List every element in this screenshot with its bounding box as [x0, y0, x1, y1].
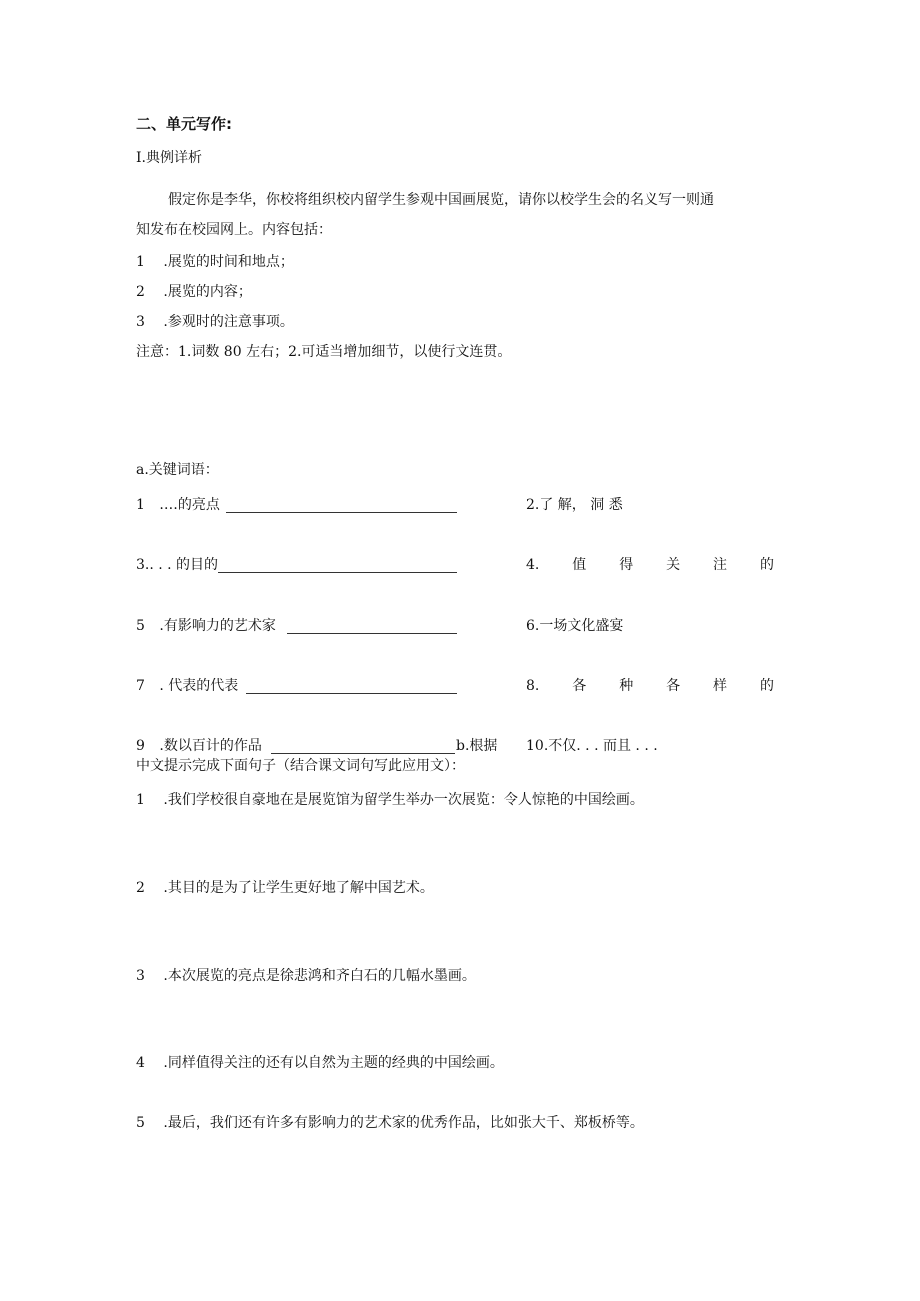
keyword-text: .数以百计的作品 [159, 738, 262, 754]
sentence-number: 4 [136, 1055, 145, 1071]
prompt-line-1: 假定你是李华，你校将组织校内留学生参观中国画展览，请你以校学生会的名义写一则通 [168, 192, 714, 208]
keyword-char: 8. [526, 678, 540, 694]
requirement-text: .参观时的注意事项。 [163, 314, 294, 330]
keyword-item-8 [526, 678, 774, 695]
sentence-item [136, 968, 476, 985]
sentence-text: .最后，我们还有许多有影响力的艺术家的优秀作品，比如张大千、郑板桥等。 [163, 1115, 644, 1131]
keyword-item-1 [136, 497, 220, 514]
keyword-number: 9 [136, 738, 145, 754]
keyword-char: 的 [759, 678, 774, 694]
keyword-char: 样 [713, 678, 728, 694]
keywords-title: a.关键词语： [136, 462, 219, 478]
sentence-number: 1 [136, 792, 145, 808]
keyword-number: 5 [136, 618, 145, 634]
section-title: 二、单元写作: [136, 115, 232, 133]
keyword-number: 7 [136, 678, 145, 694]
keyword-char: 注 [713, 557, 728, 573]
keyword-item-10: 10.不仅. . . 而且 . . . [526, 738, 658, 754]
answer-blank[interactable] [271, 753, 455, 754]
keyword-item-6: 6.一场文化盛宴 [526, 618, 624, 634]
keyword-item-3: 3.. . . 的目的 [136, 557, 219, 573]
subsection-title: I.典例详析 [136, 150, 202, 166]
keyword-char: 各 [572, 678, 587, 694]
sentence-item [136, 1055, 504, 1072]
answer-blank[interactable] [287, 633, 457, 634]
sentence-text: .同样值得关注的还有以自然为主题的经典的中国绘画。 [163, 1055, 504, 1071]
keyword-char: 得 [619, 557, 634, 573]
requirement-item [136, 314, 294, 331]
keyword-number: 1 [136, 497, 145, 513]
prompt-line-2: 知发布在校园网上。内容包括： [136, 222, 332, 238]
requirement-item [136, 284, 252, 301]
requirement-number: 1 [136, 254, 145, 270]
keyword-char: 种 [619, 678, 634, 694]
sentence-item [136, 792, 644, 809]
keyword-char: 各 [666, 678, 681, 694]
sentence-text: .我们学校很自豪地在是展览馆为留学生举办一次展览：令人惊艳的中国绘画。 [163, 792, 644, 808]
keyword-char: 的 [759, 557, 774, 573]
answer-blank[interactable] [246, 693, 457, 694]
note: 注意：1.词数 80 左右；2.可适当增加细节，以使行文连贯。 [136, 344, 512, 360]
sentence-text: .其目的是为了让学生更好地了解中国艺术。 [163, 880, 434, 896]
sentence-item [136, 1115, 644, 1132]
keyword-char: 关 [666, 557, 681, 573]
keyword-text: . 代表的代表 [159, 678, 239, 694]
keyword-text: .…的亮点 [159, 497, 220, 513]
sentence-text: .本次展览的亮点是徐悲鸿和齐白石的几幅水墨画。 [163, 968, 476, 984]
sentence-number: 5 [136, 1115, 145, 1131]
requirement-item [136, 254, 294, 271]
keyword-item-5 [136, 618, 276, 635]
keyword-char: 4. [526, 557, 540, 573]
keyword-item-9 [136, 738, 262, 755]
answer-blank[interactable] [226, 512, 457, 513]
keyword-item-7 [136, 678, 238, 695]
sentence-number: 2 [136, 880, 145, 896]
answer-blank[interactable] [218, 572, 457, 573]
requirement-number: 2 [136, 284, 145, 300]
part-b-title-rest: 中文提示完成下面句子（结合课文词句写此应用文）： [136, 758, 465, 774]
part-b-title-start: b.根据 [456, 738, 498, 754]
requirement-text: .展览的时间和地点； [163, 254, 294, 270]
requirement-number: 3 [136, 314, 145, 330]
sentence-item [136, 880, 434, 897]
keyword-char: 值 [572, 557, 587, 573]
keyword-item-4 [526, 557, 774, 574]
keyword-text: .有影响力的艺术家 [159, 618, 276, 634]
keyword-item-2: 2.了 解， 洞 悉 [526, 497, 623, 513]
requirement-text: .展览的内容； [163, 284, 252, 300]
sentence-number: 3 [136, 968, 145, 984]
